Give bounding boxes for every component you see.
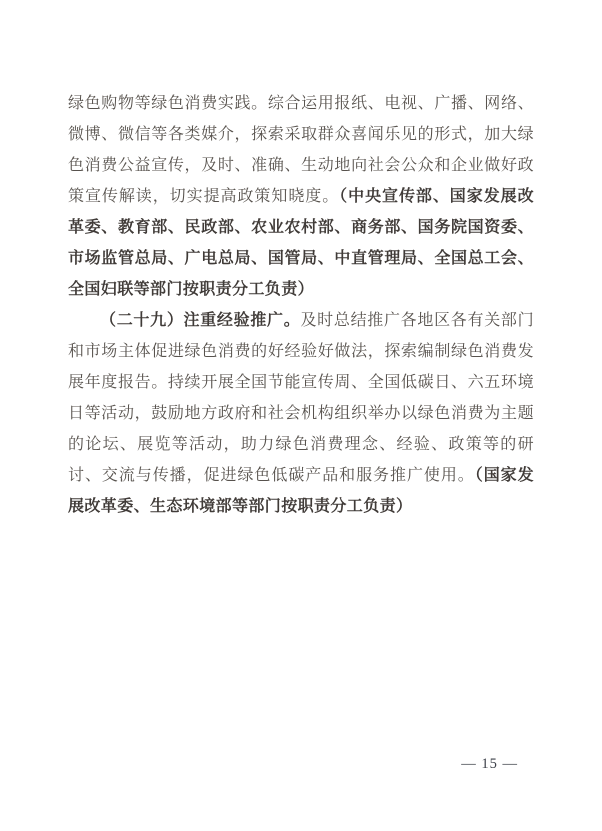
document-body xyxy=(68,88,534,522)
department-attribution: （国家发展改革委、生态环境部等部门按职责分工负责） xyxy=(68,467,534,515)
body-text: 及时总结推广各地区各有关部门和市场主体促进绿色消费的好经验好做法，探索编制绿色消费发展年度报告。持续开展全国节能宣传周、全国低碳日、六五环境日等活动，鼓励地方政府和社会机构组织举办以绿色消费为主题的论坛、展览等活动，助力绿色消费理念、经验、政策等的研讨、交流与传播，促进绿色低碳产品和服务推广使用。 xyxy=(68,312,534,484)
page-number: — 15 — xyxy=(461,756,518,772)
paragraph-experience-promotion xyxy=(68,305,534,522)
section-heading-29: （二十九）注重经验推广。 xyxy=(100,312,301,329)
department-attribution: （中央宣传部、国家发展改革委、教育部、民政部、农业农村部、商务部、国务院国资委、市场监管总局、广电总局、国管局、中直管理局、全国总工会、全国妇联等部门按职责分工负责） xyxy=(68,188,534,298)
paragraph-green-consumption-publicity xyxy=(68,88,534,305)
body-text: 绿色购物等绿色消费实践。综合运用报纸、电视、广播、网络、微博、微信等各类媒介，探索采取群众喜闻乐见的形式，加大绿色消费公益宣传，及时、准确、生动地向社会公众和企业做好政策宣传解读，切实提高政策知晓度。 xyxy=(68,95,534,205)
